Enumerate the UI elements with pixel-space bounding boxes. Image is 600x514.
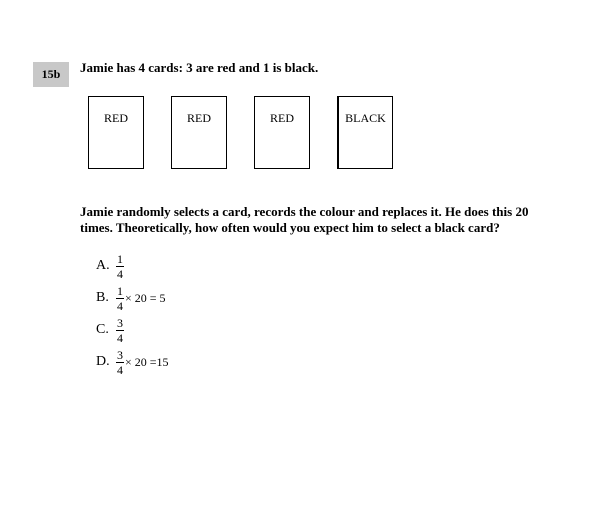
option-c-numerator: 3: [117, 315, 123, 330]
question-line-1: Jamie randomly selects a card, records the colour and replaces it. He does this 20: [80, 204, 529, 219]
card-1-label: RED: [104, 111, 128, 125]
card-3-label: RED: [270, 111, 294, 125]
option-b[interactable]: [96, 283, 166, 313]
option-d-numerator: 3: [117, 347, 123, 362]
option-d-fraction: [116, 349, 124, 376]
option-c-letter: C.: [96, 322, 109, 337]
card-4: [337, 96, 393, 169]
option-a-fraction: [116, 253, 124, 280]
question-number-badge: 15b: [33, 62, 69, 87]
card-2-label: RED: [187, 111, 211, 125]
option-a-numerator: 1: [117, 251, 123, 266]
question-stem: Jamie has 4 cards: 3 are red and 1 is black.: [80, 60, 319, 75]
option-b-fraction: [116, 285, 124, 312]
card-4-label: BLACK: [345, 111, 386, 125]
option-c-denominator: 4: [117, 330, 123, 345]
card-3: [254, 96, 310, 169]
option-c-fraction: [116, 317, 124, 344]
option-d-letter: D.: [96, 354, 110, 369]
option-a-letter: A.: [96, 258, 110, 273]
question-line-2: times. Theoretically, how often would you expect him to select a black card?: [80, 220, 500, 235]
option-b-letter: B.: [96, 290, 109, 305]
option-c[interactable]: [96, 315, 125, 345]
question-text: [80, 204, 585, 236]
option-b-denominator: 4: [117, 298, 123, 313]
option-a-denominator: 4: [117, 266, 123, 281]
option-a[interactable]: [96, 251, 125, 281]
option-b-numerator: 1: [117, 283, 123, 298]
option-d-denominator: 4: [117, 362, 123, 377]
option-d[interactable]: [96, 347, 169, 377]
option-b-expression: × 20 = 5: [125, 290, 166, 305]
option-d-expression: × 20 =15: [125, 354, 169, 369]
card-2: [171, 96, 227, 169]
card-1: [88, 96, 144, 169]
